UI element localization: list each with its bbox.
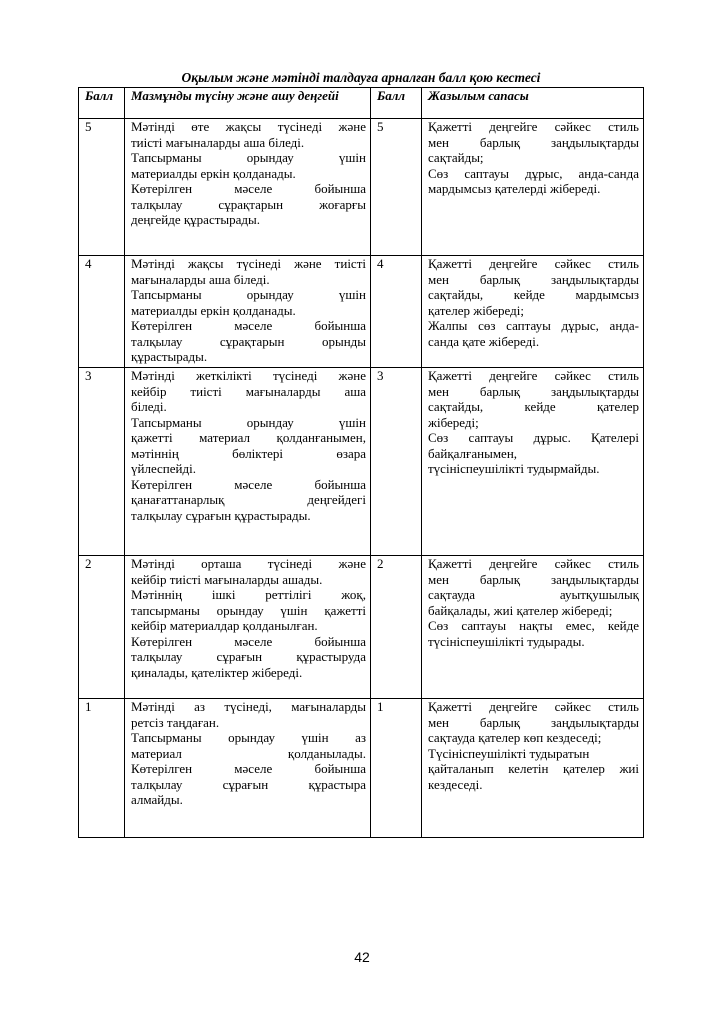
table-row: [79, 119, 644, 256]
comprehension-cell: [125, 119, 371, 256]
cell-line: алмайды.: [131, 792, 183, 807]
cell-line: Мәтінді аз түсінеді, мағыналарды: [131, 699, 366, 714]
writing-cell: [422, 256, 644, 368]
cell-line: Тапсырманы орындау үшін: [131, 150, 366, 165]
cell-line: мен барлық заңдылықтарды: [428, 383, 639, 399]
cell-line: талқылау сұрақтарын жоғарғы: [131, 196, 366, 212]
cell-line: тапсырманы орындау үшін қажетті: [131, 602, 366, 618]
cell-line: сақтауда қателер көп кездеседі;: [428, 730, 602, 745]
cell-line: түсініспеушілікті тудырмайды.: [428, 461, 600, 476]
cell-line: тиісті мағыналарды аша біледі.: [131, 134, 305, 150]
table-title: Оқылым және мәтінді талдауға арналған балл қою кестесі: [181, 70, 541, 85]
header-score: Балл: [79, 88, 125, 119]
cell-line: санда қате жібереді.: [428, 333, 540, 349]
writing-cell: [422, 119, 644, 256]
cell-line: мен барлық заңдылықтарды: [428, 714, 639, 730]
row-writing-score: 1: [371, 699, 422, 838]
writing-cell: [422, 556, 644, 699]
page-number: 42: [354, 949, 370, 965]
cell-line: кейбір тиісті мағыналарды аша: [131, 383, 366, 399]
cell-line: кейбір материалдар қолданылған.: [131, 618, 318, 633]
cell-line: Қажетті деңгейге сәйкес стиль: [428, 699, 639, 714]
cell-line: Көтерілген мәселе бойынша: [131, 318, 366, 333]
cell-line: қажетті материал қолданғанымен,: [131, 430, 366, 445]
cell-line: Сөз саптауы дұрыс, анда-санда: [428, 165, 639, 181]
scoring-table: [78, 87, 644, 838]
cell-line: ретсіз таңдаған.: [131, 714, 220, 730]
cell-line: кездеседі.: [428, 776, 483, 792]
cell-line: Мәтінді орташа түсінеді және: [131, 556, 366, 571]
row-score: 3: [79, 368, 125, 556]
writing-cell: [422, 699, 644, 838]
cell-line: Көтерілген мәселе бойынша: [131, 761, 366, 776]
cell-line: Сөз саптауы нақты емес, кейде: [428, 618, 639, 633]
cell-line: Мәтінді жеткілікті түсінеді және: [131, 368, 366, 383]
cell-line: мен барлық заңдылықтарды: [428, 134, 639, 150]
cell-line: Қажетті деңгейге сәйкес стиль: [428, 256, 639, 271]
table-body: [79, 119, 644, 838]
cell-line: сақтауда ауытқушылық: [428, 587, 639, 602]
cell-line: Сөз саптауы дұрыс. Қателері: [428, 430, 639, 445]
writing-cell: [422, 368, 644, 556]
cell-line: қайталанып келетін қателер жиі: [428, 761, 639, 776]
cell-line: талқылау сұрақтарын орынды: [131, 333, 366, 349]
comprehension-cell: [125, 699, 371, 838]
cell-line: материал қолданылады.: [131, 745, 366, 761]
cell-line: байқалады, жиі қателер жібереді;: [428, 602, 613, 618]
header-comprehension: Мазмұнды түсіну және ашу деңгейі: [125, 88, 371, 119]
cell-line: мағыналарды аша біледі.: [131, 271, 270, 287]
row-score: 4: [79, 256, 125, 368]
comprehension-cell: [125, 556, 371, 699]
table-row: [79, 368, 644, 556]
header-writing-quality: Жазылым сапасы: [422, 88, 644, 119]
comprehension-cell: [125, 368, 371, 556]
cell-line: сақтайды, кейде қателер: [428, 399, 639, 414]
cell-line: қателер жібереді;: [428, 302, 524, 318]
row-score: 2: [79, 556, 125, 699]
cell-line: Түсініспеушілікті тудыратын: [428, 745, 590, 761]
cell-line: талқылау сұрағын құрастыруда: [131, 649, 366, 664]
cell-line: мен барлық заңдылықтарды: [428, 271, 639, 287]
cell-line: мәтіннің бөліктері өзара: [131, 445, 366, 461]
row-writing-score: 3: [371, 368, 422, 556]
cell-line: талқылау сұрағын құрастыра: [131, 776, 366, 792]
cell-line: Көтерілген мәселе бойынша: [131, 476, 366, 492]
cell-line: құрастырады.: [131, 349, 208, 364]
row-score: 5: [79, 119, 125, 256]
cell-line: сақтайды;: [428, 150, 484, 165]
cell-line: мен барлық заңдылықтарды: [428, 571, 639, 587]
cell-line: сақтайды, кейде мардымсыз: [428, 287, 639, 302]
cell-line: деңгейде құрастырады.: [131, 212, 261, 227]
cell-line: материалды еркін қолданады.: [131, 165, 296, 181]
row-score: 1: [79, 699, 125, 838]
table-row: [79, 699, 644, 838]
table-row: [79, 556, 644, 699]
comprehension-cell: [125, 256, 371, 368]
cell-line: қанағаттанарлық деңгейдегі: [131, 492, 366, 507]
row-writing-score: 5: [371, 119, 422, 256]
table-header-row: [79, 88, 644, 119]
cell-line: Мәтіннің ішкі реттілігі жоқ,: [131, 587, 366, 602]
cell-line: Тапсырманы орындау үшін аз: [131, 730, 366, 745]
cell-line: Қажетті деңгейге сәйкес стиль: [428, 556, 639, 571]
row-writing-score: 4: [371, 256, 422, 368]
cell-line: мардымсыз қателерді жібереді.: [428, 181, 601, 196]
cell-line: Қажетті деңгейге сәйкес стиль: [428, 119, 639, 134]
cell-line: біледі.: [131, 399, 167, 414]
header-writing-score: Балл: [371, 88, 422, 119]
row-writing-score: 2: [371, 556, 422, 699]
table-row: [79, 256, 644, 368]
cell-line: жібереді;: [428, 414, 479, 430]
cell-line: үйлеспейді.: [131, 461, 196, 476]
cell-line: кейбір тиісті мағыналарды ашады.: [131, 571, 323, 587]
cell-line: Жалпы сөз саптауы дұрыс, анда-: [428, 318, 639, 333]
cell-line: түсініспеушілікті тудырады.: [428, 633, 585, 649]
cell-line: Мәтінді жақсы түсінеді және тиісті: [131, 256, 366, 271]
cell-line: материалды еркін қолданады.: [131, 302, 296, 318]
cell-line: Көтерілген мәселе бойынша: [131, 633, 366, 649]
cell-line: байқалғанымен,: [428, 445, 518, 461]
cell-line: Тапсырманы орындау үшін: [131, 287, 366, 302]
cell-line: талқылау сұрағын құрастырады.: [131, 507, 311, 523]
cell-line: Мәтінді өте жақсы түсінеді және: [131, 119, 366, 134]
cell-line: Қажетті деңгейге сәйкес стиль: [428, 368, 639, 383]
cell-line: Тапсырманы орындау үшін: [131, 414, 366, 430]
cell-line: қиналады, қателіктер жібереді.: [131, 664, 303, 680]
cell-line: Көтерілген мәселе бойынша: [131, 181, 366, 196]
